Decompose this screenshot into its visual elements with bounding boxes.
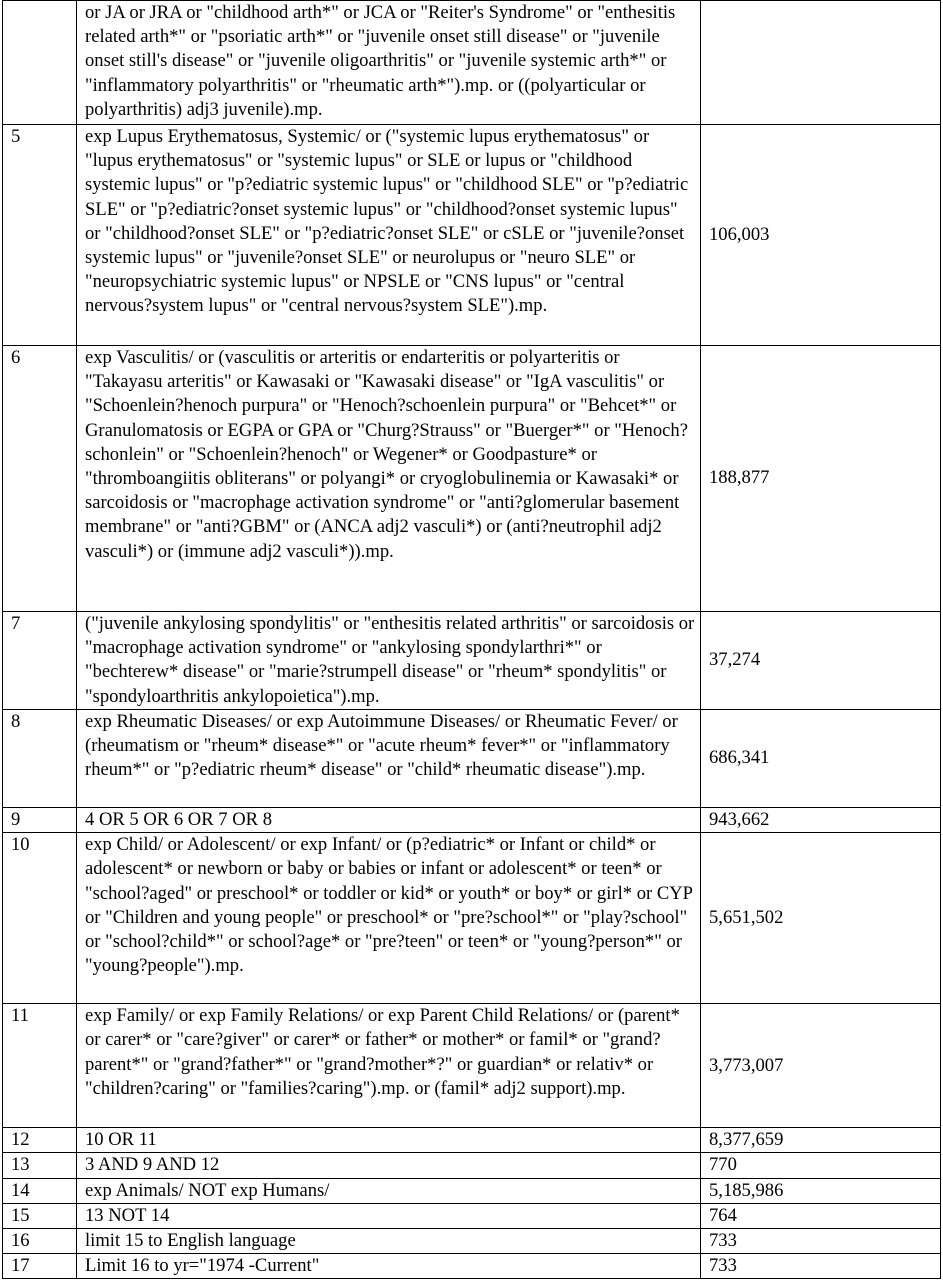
line-number: 11 bbox=[3, 1004, 77, 1128]
line-number: 14 bbox=[3, 1178, 77, 1203]
result-count: 686,341 bbox=[701, 710, 941, 808]
result-count: 188,877 bbox=[701, 346, 941, 612]
table-row bbox=[3, 710, 941, 808]
search-query: or JA or JRA or "childhood arth*" or JCA or "Reiter's Syndrome" or "enthesitis related arth*" or "psoriatic arth*" or "juvenile onset still disease" or "juvenile onset still's disease" or "juvenile oligoarthritis" or "juvenile systemic arth*" or "inflammatory polyarthritis" or "rheumatic arth*").mp. or ((polyarticular or polyarthritis) adj3 juvenile).mp. bbox=[77, 1, 701, 125]
result-count: 5,185,986 bbox=[701, 1178, 941, 1203]
table-row bbox=[3, 612, 941, 710]
result-count bbox=[701, 1, 941, 125]
table-row bbox=[3, 808, 941, 833]
table-row bbox=[3, 833, 941, 1004]
search-query: 4 OR 5 OR 6 OR 7 OR 8 bbox=[77, 808, 701, 833]
line-number: 6 bbox=[3, 346, 77, 612]
search-query: limit 15 to English language bbox=[77, 1229, 701, 1254]
table-row bbox=[3, 1153, 941, 1178]
table-row bbox=[3, 1254, 941, 1279]
line-number: 8 bbox=[3, 710, 77, 808]
line-number: 10 bbox=[3, 833, 77, 1004]
table-row bbox=[3, 1178, 941, 1203]
result-count: 770 bbox=[701, 1153, 941, 1178]
result-count: 8,377,659 bbox=[701, 1128, 941, 1153]
table-row bbox=[3, 1004, 941, 1128]
table-row bbox=[3, 1229, 941, 1254]
line-number: 16 bbox=[3, 1229, 77, 1254]
result-count: 764 bbox=[701, 1203, 941, 1228]
search-query: exp Family/ or exp Family Relations/ or exp Parent Child Relations/ or (parent* or carer* or "care?giver" or carer* or father* or mother* or famil* or "grand?parent*" or "grand?father*" or "grand?mother*?" or guardian* or relativ* or "children?caring" or "families?caring").mp. or (famil* adj2 support).mp. bbox=[77, 1004, 701, 1128]
result-count: 5,651,502 bbox=[701, 833, 941, 1004]
search-query: exp Animals/ NOT exp Humans/ bbox=[77, 1178, 701, 1203]
result-count: 943,662 bbox=[701, 808, 941, 833]
search-query: 3 AND 9 AND 12 bbox=[77, 1153, 701, 1178]
line-number bbox=[3, 1, 77, 125]
table-row bbox=[3, 1203, 941, 1228]
search-query: 10 OR 11 bbox=[77, 1128, 701, 1153]
table-row bbox=[3, 1128, 941, 1153]
search-strategy-table bbox=[2, 0, 941, 1279]
line-number: 7 bbox=[3, 612, 77, 710]
table-row bbox=[3, 1, 941, 125]
line-number: 13 bbox=[3, 1153, 77, 1178]
line-number: 17 bbox=[3, 1254, 77, 1279]
search-query: ("juvenile ankylosing spondylitis" or "enthesitis related arthritis" or sarcoidosis or "macrophage activation syndrome" or "ankylosing spondylarthri*" or "bechterew* disease" or "marie?strumpell disease" or "rheum* spondylitis" or "spondyloarthritis ankylopoietica").mp. bbox=[77, 612, 701, 710]
search-query: exp Lupus Erythematosus, Systemic/ or ("systemic lupus erythematosus" or "lupus erythematosus" or "systemic lupus" or SLE or lupus or "childhood systemic lupus" or "p?ediatric systemic lupus" or "childhood SLE" or "p?ediatric SLE" or "p?ediatric?onset systemic lupus" or "childhood?onset systemic lupus" or "childhood?onset SLE" or "p?ediatric?onset SLE" or cSLE or "juvenile?onset systemic lupus" or "juvenile?onset SLE" or neurolupus or "neuro SLE" or "neuropsychiatric systemic lupus" or NPSLE or "CNS lupus" or "central nervous?system lupus" or "central nervous?system SLE").mp. bbox=[77, 125, 701, 346]
table-row bbox=[3, 125, 941, 346]
result-count: 733 bbox=[701, 1254, 941, 1279]
search-query: exp Child/ or Adolescent/ or exp Infant/ or (p?ediatric* or Infant or child* or adolescent* or newborn or baby or babies or infant or adolescent* or teen* or "school?aged" or preschool* or toddler or kid* or youth* or boy* or girl* or CYP or "Children and young people" or preschool* or "pre?school*" or "play?school" or "school?child*" or school?age* or "pre?teen" or teen* or "young?person*" or "young?people").mp. bbox=[77, 833, 701, 1004]
search-query: exp Vasculitis/ or (vasculitis or arteritis or endarteritis or polyarteritis or "Takayasu arteritis" or Kawasaki or "Kawasaki disease" or "IgA vasculitis" or "Schoenlein?henoch purpura" or "Henoch?schoenlein purpura" or "Behcet*" or Granulomatosis or EGPA or GPA or "Churg?Strauss" or "Buerger*" or "Henoch?schonlein" or "Schoenlein?henoch" or Wegener* or Goodpasture* or "thromboangiitis obliterans" or polyangi* or cryoglobulinemia or Kawasaki* or sarcoidosis or "macrophage activation syndrome" or "anti?glomerular basement membrane" or "anti?GBM" or (ANCA adj2 vasculi*) or (anti?neutrophil adj2 vasculi*) or (immune adj2 vasculi*)).mp. bbox=[77, 346, 701, 612]
search-query: Limit 16 to yr="1974 -Current" bbox=[77, 1254, 701, 1279]
line-number: 12 bbox=[3, 1128, 77, 1153]
table-row bbox=[3, 346, 941, 612]
result-count: 106,003 bbox=[701, 125, 941, 346]
line-number: 5 bbox=[3, 125, 77, 346]
result-count: 3,773,007 bbox=[701, 1004, 941, 1128]
result-count: 37,274 bbox=[701, 612, 941, 710]
line-number: 15 bbox=[3, 1203, 77, 1228]
search-query: exp Rheumatic Diseases/ or exp Autoimmune Diseases/ or Rheumatic Fever/ or (rheumatism or "rheum* disease*" or "acute rheum* fever*" or "inflammatory rheum*" or "p?ediatric rheum* disease" or "child* rheumatic disease").mp. bbox=[77, 710, 701, 808]
line-number: 9 bbox=[3, 808, 77, 833]
result-count: 733 bbox=[701, 1229, 941, 1254]
search-query: 13 NOT 14 bbox=[77, 1203, 701, 1228]
